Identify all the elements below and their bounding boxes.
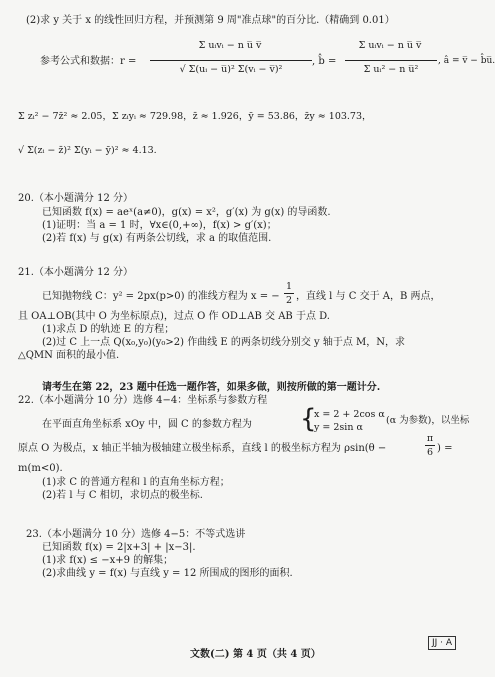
- q21-line-2: 且 OA⊥OB(其中 O 为坐标原点)，过点 O 作 OD⊥AB 交 AB 于点 D.: [18, 311, 330, 322]
- q22-line-1a: 在平面直角坐标系 xOy 中，圆 C 的参数方程为: [42, 419, 252, 430]
- q21-half-num: 1: [285, 281, 293, 292]
- q22-pi-num: π: [426, 433, 434, 444]
- q21-title: 21.（本小题满分 12 分）: [18, 267, 133, 278]
- b-fraction-bar: [345, 60, 437, 61]
- b-label: , b̂ =: [312, 56, 337, 67]
- q21-line-1b: ，直线 l 与 C 交于 A，B 两点，: [296, 291, 441, 302]
- q22-title: 22.（本小题满分 10 分）选修 4−4：坐标系与参数方程: [18, 395, 268, 406]
- q22-line-4: (1)求 C 的普通方程和 l 的直角坐标方程；: [42, 477, 230, 488]
- q19-part2: (2)求 y 关于 x 的线性回归方程，并预测第 9 周"准点球"的百分比.（精确到 0.01）: [26, 15, 395, 26]
- q22-line-2b: ) =: [437, 443, 453, 454]
- r-denominator: √ Σ(uᵢ − u̅)² Σ(vᵢ − v̅)²: [179, 64, 283, 75]
- q23-line-3: (2)求曲线 y = f(x) 与直线 y = 12 所围成的图形的面积.: [42, 568, 293, 579]
- q22-line-3: m(m<0).: [18, 463, 63, 474]
- q20-title: 20.（本小题满分 12 分）: [18, 193, 133, 204]
- q22-line-2a: 原点 O 为极点，x 轴正半轴为极轴建立极坐标系，直线 l 的极坐标方程为 ρsin(θ −: [18, 443, 387, 454]
- q23-line-1: 已知函数 f(x) = 2|x+3| + |x−3|.: [42, 542, 196, 553]
- r-fraction-bar: [150, 60, 312, 61]
- q21-line-3: (1)求点 D 的轨迹 E 的方程；: [42, 324, 175, 335]
- b-numerator: Σ uᵢvᵢ − n u̅ v̅: [358, 40, 422, 51]
- q21-line-4: (2)过 C 上一点 Q(x₀,y₀)(y₀>2) 作曲线 E 的两条切线分别交 y 轴于点 M，N，求: [42, 337, 406, 348]
- page-footer: 文数(二) 第 4 页（共 4 页）: [190, 649, 321, 660]
- q22-system-y: y = 2sin α: [314, 422, 363, 433]
- b-denominator: Σ uᵢ² − n u̅²: [363, 64, 419, 75]
- q20-line-2: (1)证明：当 a = 1 时，∀x∈(0,+∞)，f(x) > g′(x)；: [42, 220, 277, 231]
- q22-line-5: (2)若 l 与 C 相切，求切点的极坐标.: [42, 490, 203, 501]
- q22-brace: {: [300, 404, 317, 434]
- q23-line-2: (1)求 f(x) ≤ −x+9 的解集；: [42, 555, 174, 566]
- a-formula: , â = v̅ − b̂u̅.: [438, 56, 495, 66]
- q20-line-1: 已知函数 f(x) = aeˣ(a≠0)，g(x) = x²，g′(x) 为 g(x) 的导函数.: [42, 207, 331, 218]
- q20-line-3: (2)若 f(x) 与 g(x) 有两条公切线，求 a 的取值范围.: [42, 233, 272, 244]
- q21-line-1a: 已知抛物线 C：y² = 2px(p>0) 的准线方程为 x = −: [42, 291, 280, 302]
- data-line-1: Σ zᵢ² − 7z̄² ≈ 2.05，Σ zᵢyᵢ ≈ 729.98，z̄ ≈ 1.926，ȳ = 53.86，z̄y ≈ 103.73，: [18, 111, 372, 122]
- q21-line-5: △QMN 面积的最小值.: [18, 350, 120, 361]
- q21-half-bar: [284, 293, 294, 294]
- q22-system-x: x = 2 + 2cos α: [314, 409, 385, 420]
- q21-half-den: 2: [285, 295, 293, 306]
- choose-notice: 请考生在第 22，23 题中任选一题作答，如果多做，则按所做的第一题计分.: [42, 382, 381, 393]
- r-numerator: Σ uᵢvᵢ − n u̅ v̅: [198, 40, 262, 51]
- version-tag: JJ · A: [428, 636, 456, 650]
- q22-pi-bar: [425, 445, 435, 446]
- q23-title: 23.（本小题满分 10 分）选修 4−5：不等式选讲: [26, 529, 246, 540]
- q22-pi-den: 6: [426, 447, 434, 458]
- ref-formula-label: 参考公式和数据：r =: [40, 56, 137, 67]
- q22-line-1b: (α 为参数)，以坐标: [386, 415, 470, 426]
- data-line-2: √ Σ(zᵢ − z̄)² Σ(yᵢ − ȳ)² ≈ 4.13.: [18, 145, 157, 156]
